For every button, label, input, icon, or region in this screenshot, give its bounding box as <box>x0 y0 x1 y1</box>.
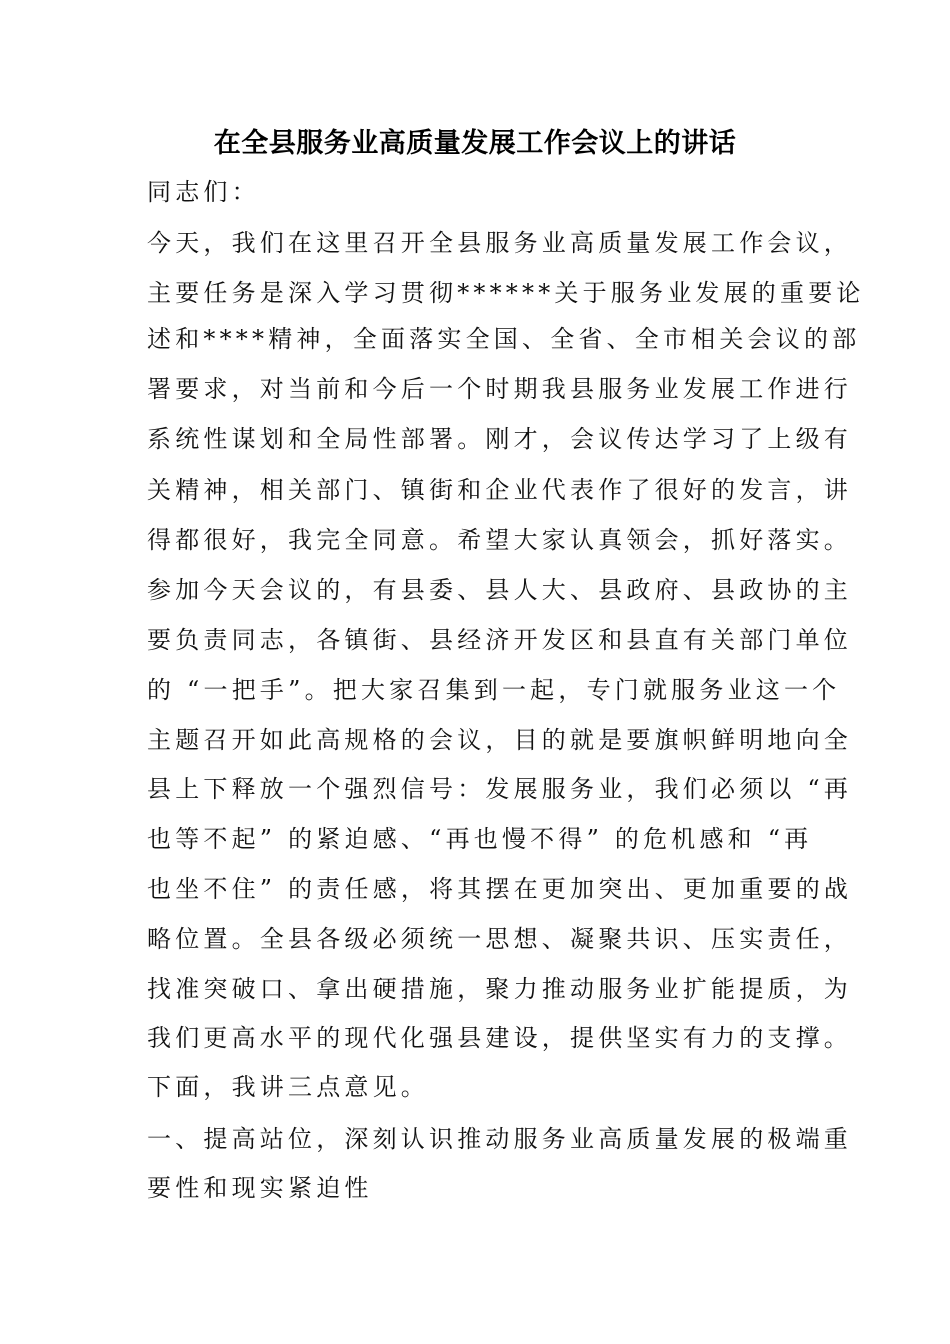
paragraph-line: 略位置。全县各级必须统一思想、凝聚共识、压实责任， <box>147 925 852 953</box>
paragraph-line: 也等不起” 的紧迫感、“再也慢不得” 的危机感和 “再 <box>147 825 813 853</box>
paragraph-line: 也坐不住” 的责任感，将其摆在更加突出、更加重要的战 <box>147 875 853 903</box>
paragraph-line: 得都很好，我完全同意。希望大家认真领会，抓好落实。 <box>147 526 852 554</box>
document-title: 在全县服务业高质量发展工作会议上的讲话 <box>213 128 737 159</box>
paragraph-line: 关精神，相关部门、镇街和企业代表作了很好的发言，讲 <box>147 476 852 504</box>
paragraph-line: 今天，我们在这里召开全县服务业高质量发展工作会议， <box>147 229 852 257</box>
paragraph-line: 述和****精神，全面落实全国、全省、全市相关会议的部 <box>147 325 861 353</box>
paragraph-line: 找准突破口、拿出硬措施，聚力推动服务业扩能提质，为 <box>147 975 852 1003</box>
paragraph-line: 主题召开如此高规格的会议，目的就是要旗帜鲜明地向全 <box>147 726 852 754</box>
paragraph-line: 要负责同志，各镇街、县经济开发区和县直有关部门单位 <box>147 626 852 654</box>
section-heading-line: 一、提高站位，深刻认识推动服务业高质量发展的极端重 <box>147 1125 852 1153</box>
paragraph-line: 下面，我讲三点意见。 <box>147 1073 429 1101</box>
paragraph-line: 系统性谋划和全局性部署。刚才，会议传达学习了上级有 <box>147 425 852 453</box>
paragraph-line: 参加今天会议的，有县委、县人大、县政府、县政协的主 <box>147 576 852 604</box>
paragraph-line: 署要求，对当前和今后一个时期我县服务业发展工作进行 <box>147 375 852 403</box>
paragraph-line: 的 “一把手”。把大家召集到一起，专门就服务业这一个 <box>147 676 841 704</box>
paragraph-line: 县上下释放一个强烈信号：发展服务业，我们必须以 “再 <box>147 775 853 803</box>
paragraph-line: 主要任务是深入学习贯彻******关于服务业发展的重要论 <box>147 279 865 307</box>
salutation-line: 同志们： <box>147 178 260 206</box>
paragraph-line: 我们更高水平的现代化强县建设，提供坚实有力的支撑。 <box>147 1024 852 1052</box>
section-heading-line: 要性和现实紧迫性 <box>147 1174 373 1202</box>
